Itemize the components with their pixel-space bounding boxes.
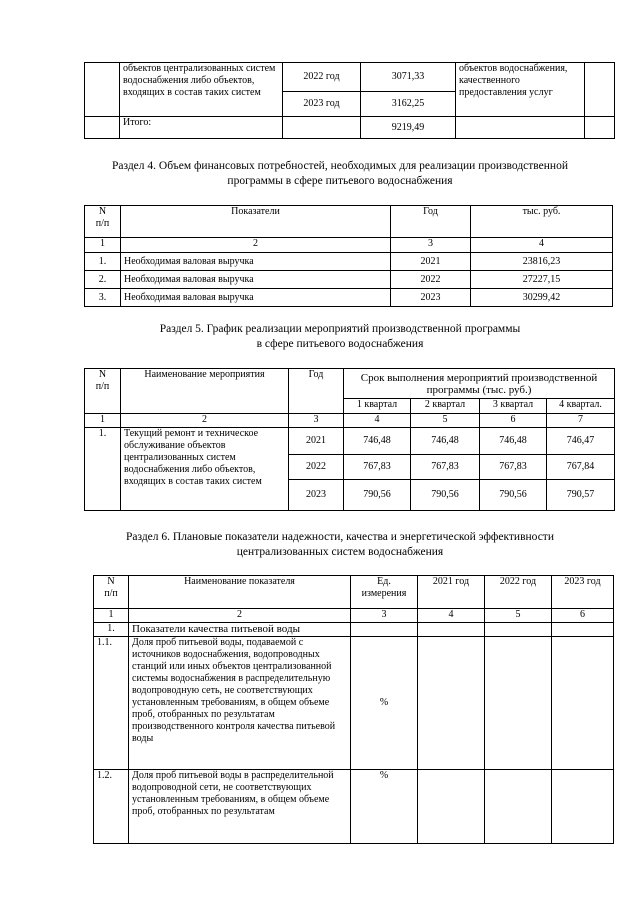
s4-row-num: 1. — [85, 253, 121, 271]
s4-row-amount: 30299,42 — [471, 289, 613, 307]
s6-row-name: Доля проб питьевой воды в распределительной водопроводной сети, не соответствующих установленным требованиям, в общем объеме проб, отобранных по результатам — [129, 770, 351, 844]
s6-empty-cell — [418, 637, 485, 770]
s4-row-year: 2022 — [391, 271, 471, 289]
s5-colnum: 7 — [547, 414, 615, 428]
top-total-empty-cell — [585, 117, 615, 139]
s6-header-year: 2022 год — [485, 576, 552, 609]
s4-row-amount: 23816,23 — [471, 253, 613, 271]
s6-group-name: Показатели качества питьевой воды — [129, 623, 351, 637]
s6-row-unit: % — [351, 637, 418, 770]
s5-row-activity: Текущий ремонт и техническое обслуживание объектов централизованных систем водоснабжения либо объектов, входящих в состав таких систем — [121, 428, 289, 511]
s5-row-year: 2022 — [289, 455, 344, 480]
section6-title-line1: Раздел 6. Плановые показатели надежности, качества и энергетической эффективности — [126, 531, 554, 543]
s6-colnum: 1 — [94, 609, 129, 623]
s6-row-name: Доля проб питьевой воды, подаваемой с источников водоснабжения, водопроводных станций или иных объектов централизованной системы водоснабжения в распределительную водопроводную сеть, не соответствующих установленным требованиям, в общем объеме проб, отобранных по результатам производственного контроля качества питьевой воды — [129, 637, 351, 770]
table-row — [85, 271, 613, 289]
top-table — [84, 62, 615, 139]
s5-colnum: 4 — [344, 414, 411, 428]
section4-title — [60, 159, 620, 189]
s6-empty-cell — [485, 770, 552, 844]
s5-row-value: 746,48 — [411, 428, 480, 455]
top-empty-cell — [585, 63, 615, 117]
table-row — [94, 623, 614, 637]
section4-title-line1: Раздел 4. Объем финансовых потребностей, необходимых для реализации производственной — [112, 160, 568, 172]
top-year-cell: 2023 год — [283, 92, 361, 117]
s5-header-num: N п/п — [85, 369, 121, 414]
s5-row-value: 746,47 — [547, 428, 615, 455]
s5-header-period: Срок выполнения мероприятий производственной программы (тыс. руб.) — [344, 369, 615, 399]
s5-row-value: 767,83 — [411, 455, 480, 480]
s5-row-value: 746,48 — [344, 428, 411, 455]
s6-empty-cell — [485, 623, 552, 637]
s6-row-unit: % — [351, 770, 418, 844]
s6-header-year: 2021 год — [418, 576, 485, 609]
table-row — [94, 637, 614, 770]
s6-colnum: 2 — [129, 609, 351, 623]
s5-colnum: 5 — [411, 414, 480, 428]
section6-title — [60, 530, 620, 560]
top-total-year-cell — [283, 117, 361, 139]
section4-title-line2: программы в сфере питьевого водоснабжения — [227, 175, 453, 187]
s6-empty-cell — [351, 623, 418, 637]
s5-row-year: 2023 — [289, 480, 344, 511]
s5-row-value: 767,84 — [547, 455, 615, 480]
s5-header-quarter: 2 квартал — [411, 399, 480, 414]
s6-row-num: 1.1. — [94, 637, 129, 770]
s4-header-indicator: Показатели — [121, 206, 391, 238]
s6-header-year: 2023 год — [552, 576, 614, 609]
top-total-value: 9219,49 — [361, 117, 456, 139]
s4-row-name: Необходимая валовая выручка — [121, 253, 391, 271]
s6-colnum: 3 — [351, 609, 418, 623]
s6-empty-cell — [418, 623, 485, 637]
s6-empty-cell — [552, 637, 614, 770]
table-row — [85, 253, 613, 271]
top-description-cell: объектов централизованных систем водоснабжения либо объектов, входящих в состав таких систем — [120, 63, 283, 117]
table-row — [94, 770, 614, 844]
top-year-cell: 2022 год — [283, 63, 361, 92]
s5-header-quarter: 1 квартал — [344, 399, 411, 414]
s4-row-name: Необходимая валовая выручка — [121, 271, 391, 289]
section6-title-line2: централизованных систем водоснабжения — [236, 546, 444, 558]
s4-row-amount: 27227,15 — [471, 271, 613, 289]
top-total-indicator-cell — [456, 117, 585, 139]
section5-title-line2: в сфере питьевого водоснабжения — [256, 338, 424, 350]
s4-colnum: 4 — [471, 238, 613, 253]
section6-table — [93, 575, 614, 844]
s4-header-num: N п/п — [85, 206, 121, 238]
s4-row-year: 2021 — [391, 253, 471, 271]
s6-group-num: 1. — [94, 623, 129, 637]
s5-row-value: 790,56 — [411, 480, 480, 511]
s4-header-amount: тыс. руб. — [471, 206, 613, 238]
s6-empty-cell — [552, 623, 614, 637]
s6-row-num: 1.2. — [94, 770, 129, 844]
section4-table — [84, 205, 613, 307]
s6-empty-cell — [552, 770, 614, 844]
s5-row-value: 790,57 — [547, 480, 615, 511]
s5-row-year: 2021 — [289, 428, 344, 455]
s5-row-value: 767,83 — [344, 455, 411, 480]
section5-title-line1: Раздел 5. График реализации мероприятий производственной программы — [159, 323, 521, 335]
s5-header-activity: Наименование мероприятия — [121, 369, 289, 414]
s5-header-quarter: 4 квартал. — [547, 399, 615, 414]
s5-colnum: 6 — [480, 414, 547, 428]
s5-row-value: 790,56 — [344, 480, 411, 511]
s6-empty-cell — [485, 637, 552, 770]
s4-colnum: 3 — [391, 238, 471, 253]
s5-header-quarter: 3 квартал — [480, 399, 547, 414]
s6-header-indicator: Наименование показателя — [129, 576, 351, 609]
s4-row-num: 3. — [85, 289, 121, 307]
s5-row-value: 790,56 — [480, 480, 547, 511]
top-num-cell — [85, 63, 120, 117]
s4-header-year: Год — [391, 206, 471, 238]
s6-empty-cell — [418, 770, 485, 844]
top-total-num-cell — [85, 117, 120, 139]
section5-title — [60, 322, 620, 352]
s5-colnum: 1 — [85, 414, 121, 428]
table-row — [85, 428, 615, 455]
table-row — [85, 289, 613, 307]
s5-row-num: 1. — [85, 428, 121, 511]
s6-colnum: 6 — [552, 609, 614, 623]
s4-colnum: 1 — [85, 238, 121, 253]
s4-row-num: 2. — [85, 271, 121, 289]
s6-header-num: N п/п — [94, 576, 129, 609]
s4-row-name: Необходимая валовая выручка — [121, 289, 391, 307]
s4-row-year: 2023 — [391, 289, 471, 307]
s6-colnum: 4 — [418, 609, 485, 623]
top-value-cell: 3162,25 — [361, 92, 456, 117]
s5-colnum: 2 — [121, 414, 289, 428]
s6-header-unit: Ед. измерения — [351, 576, 418, 609]
s5-header-year: Год — [289, 369, 344, 414]
s5-row-value: 746,48 — [480, 428, 547, 455]
s5-colnum: 3 — [289, 414, 344, 428]
s4-colnum: 2 — [121, 238, 391, 253]
s5-row-value: 767,83 — [480, 455, 547, 480]
section5-table — [84, 368, 615, 511]
top-indicator-cell: объектов водоснабжения, качественного предоставления услуг — [456, 63, 585, 117]
top-total-label: Итого: — [120, 117, 283, 139]
top-value-cell: 3071,33 — [361, 63, 456, 92]
s6-colnum: 5 — [485, 609, 552, 623]
